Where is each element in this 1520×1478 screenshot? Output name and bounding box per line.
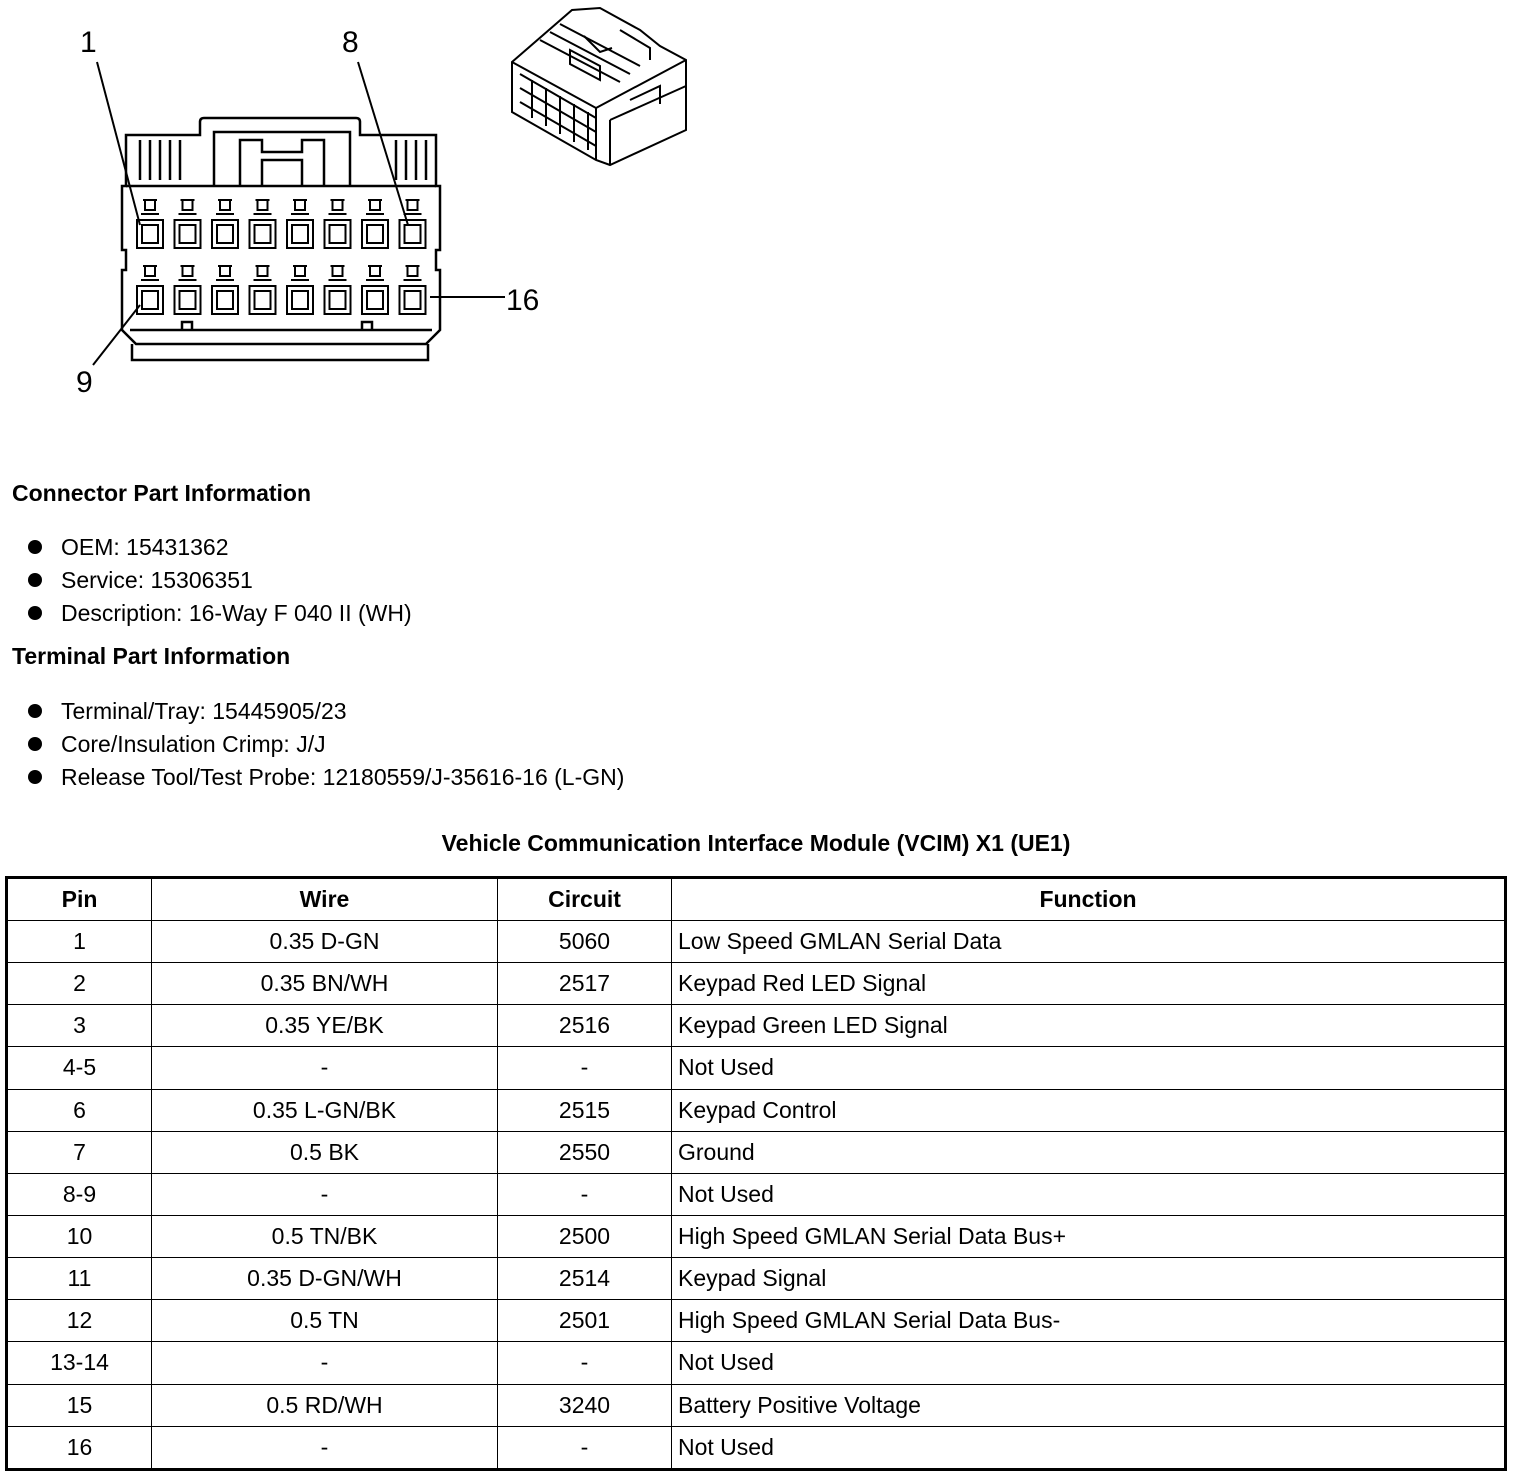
connector-part-list — [28, 531, 412, 630]
function-cell: Keypad Green LED Signal — [672, 1005, 1506, 1047]
terminal-part-list — [28, 695, 624, 794]
cavity-10 — [175, 266, 201, 314]
pin-cell: 13-14 — [7, 1342, 152, 1384]
pin-cell: 10 — [7, 1215, 152, 1257]
latch-center — [240, 140, 324, 186]
function-cell: Not Used — [672, 1173, 1506, 1215]
circuit-cell: 2550 — [498, 1131, 672, 1173]
pin-cell: 2 — [7, 963, 152, 1005]
connector-diagram — [0, 0, 720, 410]
table-row — [7, 1047, 1506, 1089]
function-cell: Not Used — [672, 1342, 1506, 1384]
cavity-3 — [212, 200, 238, 248]
function-cell: Not Used — [672, 1047, 1506, 1089]
list-item: Release Tool/Test Probe: 12180559/J-35616-16 (L-GN) — [28, 761, 624, 794]
pin-cell: 11 — [7, 1258, 152, 1300]
function-cell: Low Speed GMLAN Serial Data — [672, 921, 1506, 963]
bullet-icon — [28, 770, 42, 784]
pin-cell: 4-5 — [7, 1047, 152, 1089]
wire-cell: - — [152, 1173, 498, 1215]
column-header-function: Function — [672, 878, 1506, 921]
table-row — [7, 1384, 1506, 1426]
wire-cell: 0.5 TN — [152, 1300, 498, 1342]
circuit-cell: 2501 — [498, 1300, 672, 1342]
circuit-cell: 2514 — [498, 1258, 672, 1300]
circuit-cell: 2500 — [498, 1215, 672, 1257]
circuit-cell: 2516 — [498, 1005, 672, 1047]
cavity-12 — [250, 266, 276, 314]
connector-part-information-heading: Connector Part Information — [12, 480, 312, 506]
cavity-9 — [137, 266, 163, 314]
list-item: Terminal/Tray: 15445905/23 — [28, 695, 624, 728]
bullet-icon — [28, 606, 42, 620]
wire-cell: 0.35 L-GN/BK — [152, 1089, 498, 1131]
bullet-icon — [28, 573, 42, 587]
table-row — [7, 1215, 1506, 1257]
circuit-cell: - — [498, 1342, 672, 1384]
list-item: Description: 16-Way F 040 II (WH) — [28, 597, 412, 630]
circuit-cell: 3240 — [498, 1384, 672, 1426]
table-row — [7, 1173, 1506, 1215]
cavity-7 — [362, 200, 388, 248]
bullet-icon — [28, 737, 42, 751]
leader-line-8 — [358, 62, 408, 225]
wire-cell: 0.5 BK — [152, 1131, 498, 1173]
wire-cell: 0.35 BN/WH — [152, 963, 498, 1005]
list-item: Service: 15306351 — [28, 564, 412, 597]
circuit-cell: 5060 — [498, 921, 672, 963]
circuit-cell: 2515 — [498, 1089, 672, 1131]
wire-cell: - — [152, 1342, 498, 1384]
cavity-15 — [362, 266, 388, 314]
cavity-5 — [287, 200, 313, 248]
table-row — [7, 1342, 1506, 1384]
leader-line-1 — [97, 62, 140, 225]
table-row — [7, 1300, 1506, 1342]
table-row — [7, 921, 1506, 963]
function-cell: Keypad Red LED Signal — [672, 963, 1506, 1005]
pin-cell: 12 — [7, 1300, 152, 1342]
function-cell: Battery Positive Voltage — [672, 1384, 1506, 1426]
pin-cell: 16 — [7, 1426, 152, 1469]
bullet-icon — [28, 540, 42, 554]
column-header-pin: Pin — [7, 878, 152, 921]
bottom-skirt — [132, 344, 428, 360]
function-cell: Not Used — [672, 1426, 1506, 1469]
function-cell: Keypad Signal — [672, 1258, 1506, 1300]
list-item: Core/Insulation Crimp: J/J — [28, 728, 624, 761]
pin-cell: 1 — [7, 921, 152, 963]
table-row — [7, 1131, 1506, 1173]
connector-isometric-view — [512, 8, 686, 165]
pin-label-1: 1 — [80, 26, 97, 59]
column-header-circuit: Circuit — [498, 878, 672, 921]
wire-cell: - — [152, 1047, 498, 1089]
terminal-part-information-heading: Terminal Part Information — [12, 643, 291, 669]
table-row — [7, 1426, 1506, 1469]
pin-label-8: 8 — [342, 26, 359, 59]
circuit-cell: 2517 — [498, 963, 672, 1005]
cavity-16 — [400, 266, 426, 314]
table-title: Vehicle Communication Interface Module (VCIM) X1 (UE1) — [441, 830, 1071, 856]
table-row — [7, 1258, 1506, 1300]
cavity-14 — [325, 266, 351, 314]
wire-cell: 0.5 RD/WH — [152, 1384, 498, 1426]
pin-cell: 3 — [7, 1005, 152, 1047]
list-item: OEM: 15431362 — [28, 531, 412, 564]
table-row — [7, 1089, 1506, 1131]
cavity-4 — [250, 200, 276, 248]
circuit-cell: - — [498, 1047, 672, 1089]
function-cell: High Speed GMLAN Serial Data Bus- — [672, 1300, 1506, 1342]
bullet-icon — [28, 704, 42, 718]
table-row — [7, 963, 1506, 1005]
column-header-wire: Wire — [152, 878, 498, 921]
table-row — [7, 1005, 1506, 1047]
pin-cell: 15 — [7, 1384, 152, 1426]
pin-label-16: 16 — [506, 284, 540, 317]
function-cell: Ground — [672, 1131, 1506, 1173]
pin-cell: 8-9 — [7, 1173, 152, 1215]
wire-cell: - — [152, 1426, 498, 1469]
cavity-1 — [137, 200, 163, 248]
circuit-cell: - — [498, 1173, 672, 1215]
cavity-2 — [175, 200, 201, 248]
cavity-11 — [212, 266, 238, 314]
pin-label-9: 9 — [76, 366, 93, 399]
wire-cell: 0.5 TN/BK — [152, 1215, 498, 1257]
wire-cell: 0.35 D-GN — [152, 921, 498, 963]
pinout-table — [5, 876, 1507, 1471]
pin-cell: 6 — [7, 1089, 152, 1131]
wire-cell: 0.35 D-GN/WH — [152, 1258, 498, 1300]
table-header-row — [7, 878, 1506, 921]
cavity-6 — [325, 200, 351, 248]
circuit-cell: - — [498, 1426, 672, 1469]
wire-cell: 0.35 YE/BK — [152, 1005, 498, 1047]
cavity-13 — [287, 266, 313, 314]
pin-cell: 7 — [7, 1131, 152, 1173]
function-cell: High Speed GMLAN Serial Data Bus+ — [672, 1215, 1506, 1257]
function-cell: Keypad Control — [672, 1089, 1506, 1131]
